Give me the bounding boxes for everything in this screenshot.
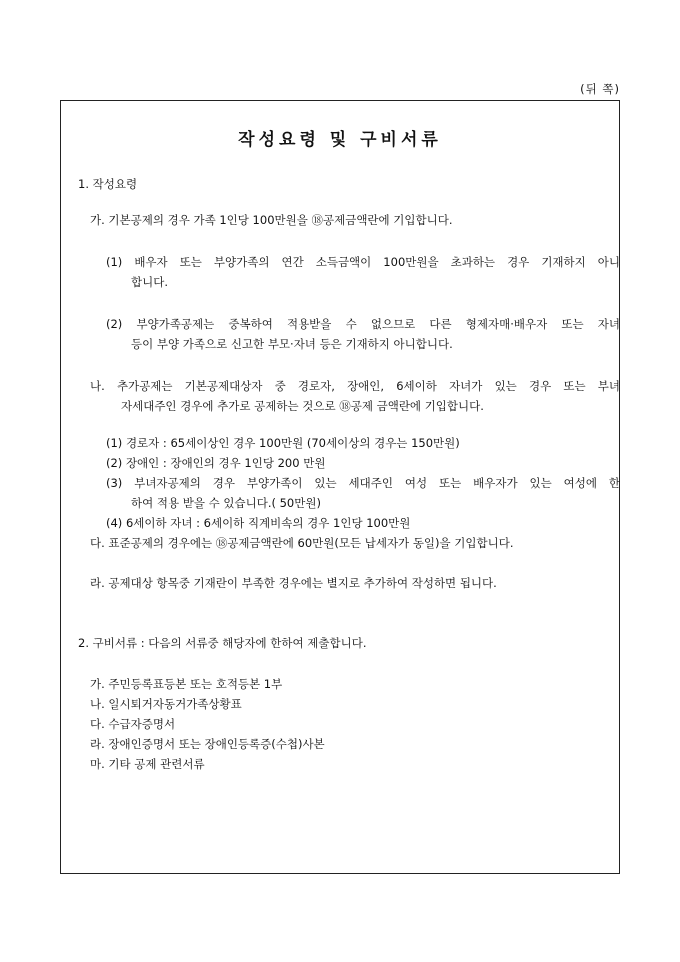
item-na-3-line2: 하여 적용 받을 수 있습니다.( 50만원) <box>131 496 321 510</box>
item-ga-1-line2: 합니다. <box>131 275 168 289</box>
section2-heading: 2. 구비서류 : 다음의 서류중 해당자에 한하여 제출합니다. <box>78 636 367 650</box>
item-na-3-line1: (3) 부녀자공제의 경우 부양가족이 있는 세대주인 여성 또는 배우자가 있는 여성에 한 <box>106 476 620 490</box>
item-na-2: (2) 장애인 : 장애인의 경우 1인당 200 만원 <box>106 456 326 470</box>
item-ga: 가. 기본공제의 경우 가족 1인당 100만원을 ⑱공제금액란에 기입합니다. <box>90 213 453 227</box>
list-item: 다. 수급자증명서 <box>90 717 176 731</box>
item-ga-1-line1: (1) 배우자 또는 부양가족의 연간 소득금액이 100만원을 초과하는 경우 기재하지 아니 <box>106 255 620 269</box>
item-ra: 라. 공제대상 항목중 기재란이 부족한 경우에는 별지로 추가하여 작성하면 됩니다. <box>90 576 497 590</box>
document-frame <box>60 100 620 874</box>
list-item: 라. 장애인증명서 또는 장애인등록증(수첩)사본 <box>90 737 325 751</box>
section1-heading: 1. 작성요령 <box>78 177 138 191</box>
page-side-label: (뒤 쪽) <box>580 82 620 96</box>
item-na-line1: 나. 추가공제는 기본공제대상자 중 경로자, 장애인, 6세이하 자녀가 있는 경우 또는 부녀 <box>90 379 620 393</box>
document-title: 작성요령 및 구비서류 <box>238 130 442 150</box>
list-item: 마. 기타 공제 관련서류 <box>90 757 205 771</box>
list-item: 나. 일시퇴거자동거가족상황표 <box>90 697 242 711</box>
item-na-1: (1) 경로자 : 65세이상인 경우 100만원 (70세이상의 경우는 150만원) <box>106 436 460 450</box>
item-na-line2: 자세대주인 경우에 추가로 공제하는 것으로 ⑱공제 금액란에 기입합니다. <box>121 399 484 413</box>
item-na-4: (4) 6세이하 자녀 : 6세이하 직계비속의 경우 1인당 100만원 <box>106 516 411 530</box>
item-ga-2-line2: 등이 부양 가족으로 신고한 부모·자녀 등은 기재하지 아니합니다. <box>131 337 453 351</box>
list-item: 가. 주민등록표등본 또는 호적등본 1부 <box>90 677 283 691</box>
item-ga-2-line1: (2) 부양가족공제는 중복하여 적용받을 수 없으므로 다른 형제자매·배우자 또는 자녀 <box>106 317 620 331</box>
item-da: 다. 표준공제의 경우에는 ⑱공제금액란에 60만원(모든 납세자가 동일)을 기입합니다. <box>90 536 514 550</box>
